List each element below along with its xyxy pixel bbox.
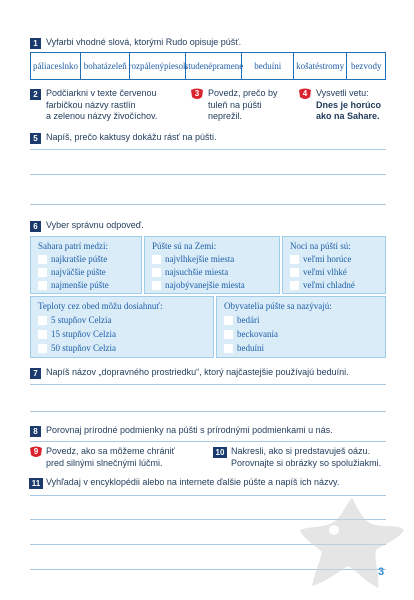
- choice-box-sahara: Sahara patrí medzi: najkratšie púšte najväčšie púšte najmenšie púšte: [30, 236, 142, 294]
- checkbox[interactable]: [38, 330, 47, 339]
- task-4-number: 4: [298, 88, 312, 100]
- task-6-text: Vyber správnu odpoveď.: [46, 220, 144, 230]
- task-5-number: 5: [30, 133, 41, 144]
- task-7-text: Napíš názov „dopravného prostriedku“, ktorý najčastejšie používajú beduíni.: [46, 367, 349, 377]
- task-10-text: Nakresli, ako si predstavuješ oázu. Porovnajte si obrázky so spolužiakmi.: [231, 446, 382, 468]
- writing-line[interactable]: [30, 174, 386, 175]
- task-8-number: 8: [30, 426, 41, 437]
- star-figure-icon: [300, 490, 406, 593]
- writing-line[interactable]: [30, 204, 386, 205]
- word-cell[interactable]: páliace slnko: [31, 53, 81, 79]
- task-11-text: Vyhľadaj v encyklopédii alebo na internete ďalšie púšte a napíš ich názvy.: [46, 477, 340, 487]
- checkbox[interactable]: [152, 255, 161, 264]
- task-1-text: Vyfarbi vhodné slová, ktorými Rudo opisuje púšť.: [46, 37, 242, 47]
- task-2-number: 2: [30, 89, 41, 100]
- checkbox[interactable]: [38, 281, 47, 290]
- checkbox[interactable]: [38, 255, 47, 264]
- choice-box-temperatures: Teploty cez obed môžu dosiahnuť: 5 stupňov Celzia 15 stupňov Celzia 50 stupňov Celzia: [30, 296, 214, 358]
- choice-box-inhabitants: Obyvatelia púšte sa nazývajú: bedári beckovania beduíni: [216, 296, 386, 358]
- task-9-number: 9: [29, 446, 43, 458]
- word-cell[interactable]: bez vody: [350, 60, 382, 71]
- task-11-number: 11: [29, 478, 43, 489]
- checkbox[interactable]: [38, 316, 47, 325]
- writing-line[interactable]: [30, 441, 386, 442]
- task-10-number: 10: [213, 447, 227, 458]
- task-3-text: Povedz, prečo by tuleň na púšti neprežil.: [208, 88, 278, 121]
- task-5-text: Napíš, prečo kaktusy dokážu rásť na púšti.: [46, 132, 217, 142]
- choice-box-deserts: Púšte sú na Zemi: najvlhkejšie miesta najsuchšie miesta najobývanejšie miesta: [144, 236, 280, 294]
- writing-line[interactable]: [30, 411, 386, 412]
- writing-line[interactable]: [30, 149, 386, 150]
- checkbox[interactable]: [38, 268, 47, 277]
- word-cell[interactable]: bohatá zeleň: [81, 53, 130, 79]
- task-2-text: Podčiarkni v texte červenou farbičkou názvy rastlín a zelenou názvy živočíchov.: [46, 88, 158, 121]
- checkbox[interactable]: [290, 268, 299, 277]
- writing-line[interactable]: [30, 384, 386, 385]
- task-1-number: 1: [30, 38, 41, 49]
- task-3-number: 3: [190, 88, 204, 100]
- word-cell[interactable]: košaté stromy: [294, 53, 347, 79]
- word-cell[interactable]: studené pramene: [186, 53, 242, 79]
- word-cell[interactable]: beduíni: [242, 53, 293, 79]
- checkbox[interactable]: [152, 268, 161, 277]
- checkbox[interactable]: [224, 344, 233, 353]
- word-cell[interactable]: rozpálený piesok: [130, 53, 186, 79]
- checkbox[interactable]: [224, 330, 233, 339]
- page-number: 3: [378, 566, 385, 578]
- task-8-text: Porovnaj prírodné podmienky na púšti s prírodnými podmienkami u nás.: [46, 425, 333, 435]
- checkbox[interactable]: [38, 344, 47, 353]
- task-4-text: Vysvetli vetu: Dnes je horúco ako na Sahare.: [316, 88, 382, 121]
- task-6-number: 6: [30, 221, 41, 232]
- task-9-text: Povedz, ako sa môžeme chrániť pred silnými slnečnými lúčmi.: [46, 446, 175, 468]
- checkbox[interactable]: [224, 316, 233, 325]
- checkbox[interactable]: [290, 255, 299, 264]
- task-7-number: 7: [30, 368, 41, 379]
- checkbox[interactable]: [152, 281, 161, 290]
- checkbox[interactable]: [290, 281, 299, 290]
- word-table: [30, 52, 386, 80]
- choice-box-nights: Noci na púšti sú: veľmi horúce veľmi vlhké veľmi chladné: [282, 236, 386, 294]
